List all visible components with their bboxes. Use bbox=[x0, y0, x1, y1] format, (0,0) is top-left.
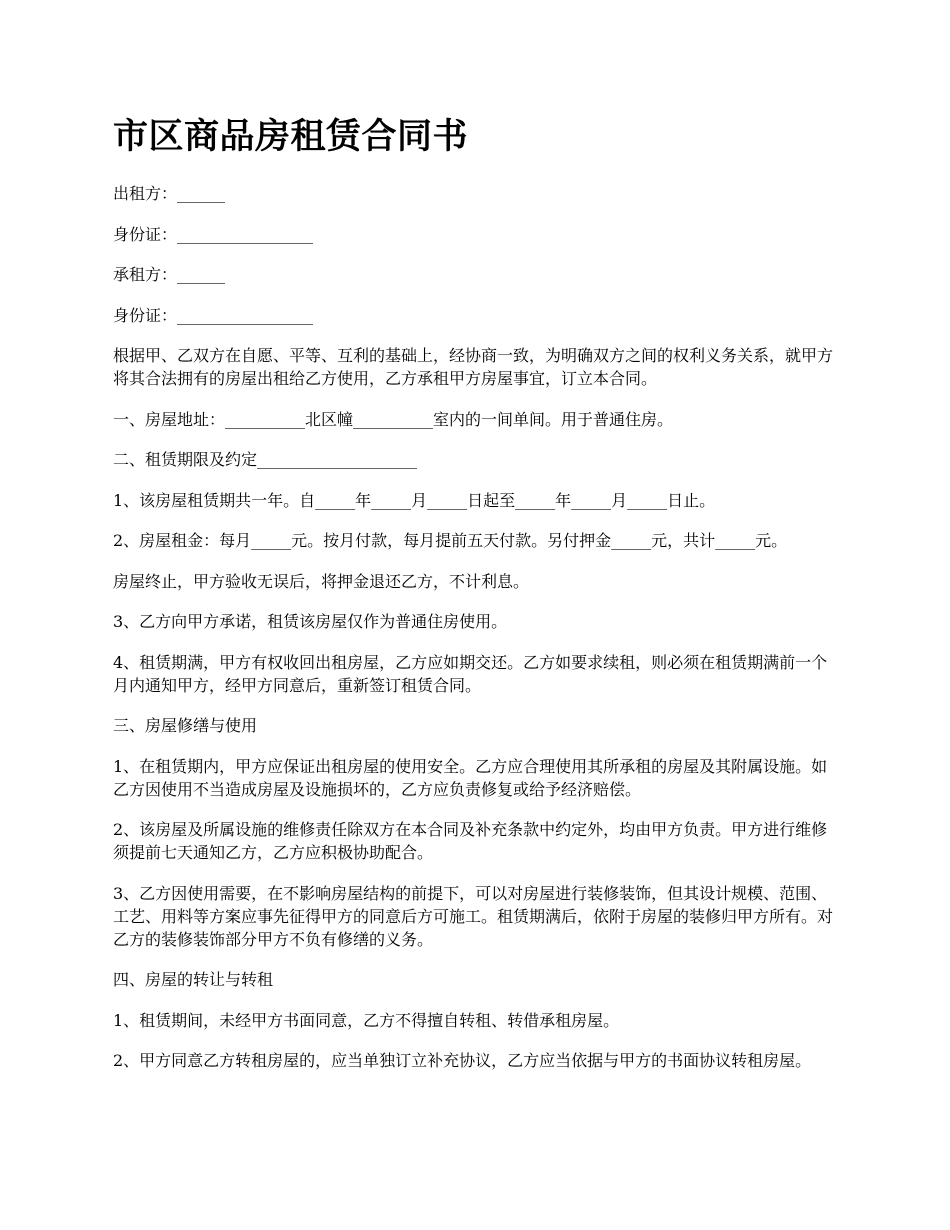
document-title: 市区商品房租赁合同书 bbox=[113, 116, 469, 157]
clause-3-2: 2、该房屋及所属设施的维修责任除双方在本合同及补充条款中约定外，均由甲方负责。甲方进行维修须提前七天通知乙方，乙方应积极协助配合。 bbox=[113, 820, 828, 862]
clause-4-1: 1、租赁期间，未经甲方书面同意，乙方不得擅自转租、转借承租房屋。 bbox=[113, 1010, 620, 1030]
clause-2-1: 1、该房屋租赁期共一年。自_____年_____月_____日起至_____年_____月_____日止。 bbox=[113, 490, 716, 510]
lessee-id-line: 身份证：_________________ bbox=[113, 305, 314, 325]
clause-4-2: 2、甲方同意乙方转租房屋的，应当单独订立补充协议，乙方应当依据与甲方的书面协议转租房屋。 bbox=[113, 1051, 812, 1070]
section-2-heading: 二、租赁期限及约定____________________ bbox=[113, 450, 418, 469]
lessee-line: 承租方：______ bbox=[113, 265, 226, 284]
clause-2-2: 2、房屋租金：每月_____元。按月付款，每月提前五天付款。另付押金_____元，共计_____元。 bbox=[113, 531, 788, 550]
lessor-line: 出租方：______ bbox=[113, 184, 226, 203]
clause-2-4: 4、租赁期满，甲方有权收回出租房屋，乙方应如期交还。乙方如要求续租，则必须在租赁期满前一个月内通知甲方，经甲方同意后，重新签订租赁合同。 bbox=[113, 652, 828, 695]
lessor-id-line: 身份证：_________________ bbox=[113, 224, 314, 244]
clause-3-3: 3、乙方因使用需要，在不影响房屋结构的前提下，可以对房屋进行装修装饰，但其设计规模、范围、工艺、用料等方案应事先征得甲方的同意后方可施工。租赁期满后，依附于房屋的装修归甲方所有。对乙方的装修装饰部分甲方不负有修缮的义务。 bbox=[113, 883, 834, 949]
clause-3-1: 1、在租赁期内，甲方应保证出租房屋的使用安全。乙方应合理使用其所承租的房屋及其附属设施。如乙方因使用不当造成房屋及设施损坏的，乙方应负责修复或给予经济赔偿。 bbox=[113, 756, 828, 799]
clause-2-3: 3、乙方向甲方承诺，租赁该房屋仅作为普通住房使用。 bbox=[113, 612, 508, 631]
preamble-paragraph: 根据甲、乙双方在自愿、平等、互利的基础上，经协商一致，为明确双方之间的权利义务关系，就甲方将其合法拥有的房屋出租给乙方使用，乙方承租甲方房屋事宜，订立本合同。 bbox=[113, 346, 834, 388]
section-1-address: 一、房屋地址：__________北区幢__________室内的一间单间。用于普通住房。 bbox=[113, 409, 674, 429]
section-3-heading: 三、房屋修缮与使用 bbox=[113, 716, 258, 735]
section-4-heading: 四、房屋的转让与转租 bbox=[113, 970, 274, 989]
clause-deposit-return: 房屋终止，甲方验收无误后，将押金退还乙方，不计利息。 bbox=[113, 571, 530, 591]
